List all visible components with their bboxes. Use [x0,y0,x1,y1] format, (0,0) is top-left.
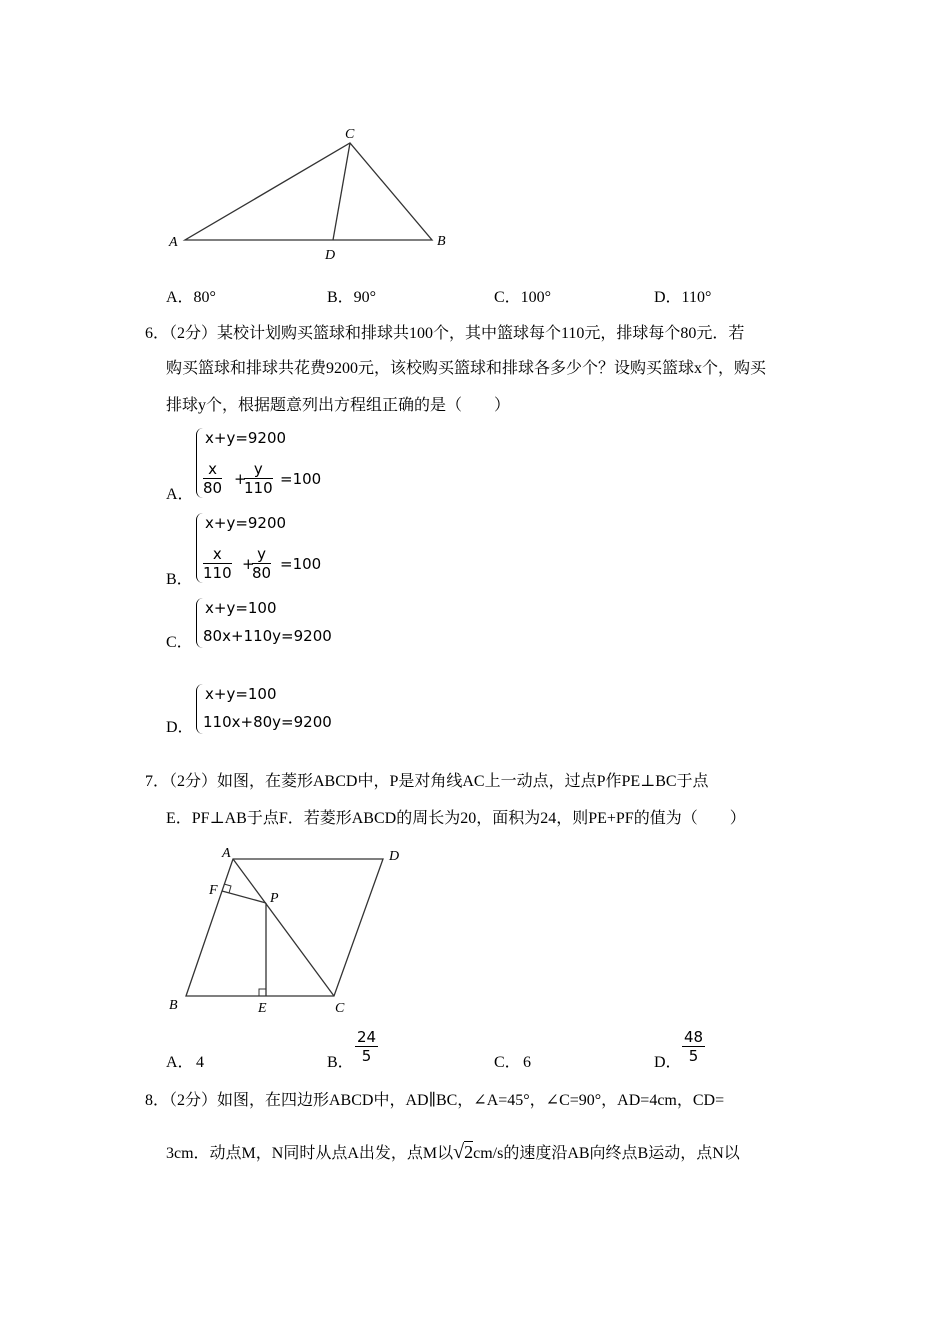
fraction-denominator: 110 [203,564,232,582]
plus: + [234,470,247,488]
q6-line: 6．（2分）某校计划购买篮球和排球共100个，其中篮球每个110元，排球每个80元．若 [145,325,745,342]
q5-option-d[interactable]: D．110° [654,289,712,306]
label-E: E [258,1001,267,1016]
option-letter: C． [166,634,193,651]
label-P: P [270,891,279,906]
q8-line [166,1142,740,1164]
fraction-denominator: 80 [252,564,272,582]
plus: + [242,555,255,573]
fraction-numerator: 24 [357,1028,377,1046]
fraction-denominator: 110 [244,479,273,497]
label-C: C [335,1001,345,1016]
equation-1: x+y=100 [205,685,277,703]
rhs: =100 [280,555,322,573]
q6-line: 购买篮球和排球共花费9200元，该校购买篮球和排球各多少个？设购买篮球x个，购买 [166,360,767,377]
fraction-denominator: 5 [688,1047,699,1065]
option-value: 4 [196,1054,204,1071]
sqrt-radicand: 2 [464,1142,474,1162]
label-A: A [222,846,231,861]
fraction-numerator: y [252,545,271,564]
equation-2: 80x+110y=9200 [203,627,332,645]
q8-line: 8．（2分）如图，在四边形ABCD中，AD∥BC，∠A=45°，∠C=90°，AD=4cm，CD= [145,1092,725,1109]
fraction-numerator: 48 [684,1028,704,1046]
label-A: A [169,235,178,250]
label-F: F [209,883,218,898]
q5-option-b[interactable]: B．90° [327,289,377,306]
option-letter: B． [327,1054,354,1071]
option-letter: D． [166,719,194,736]
option-letter: B． [166,571,193,588]
fraction-numerator: x [203,460,222,479]
label-D: D [325,248,336,263]
fraction-numerator: x [203,545,232,564]
q7-line: 7．（2分）如图，在菱形ABCD中，P是对角线AC上一动点，过点P作PE⊥BC于点 [145,773,709,790]
equation-1: x+y=9200 [205,514,287,532]
label-B: B [169,998,178,1013]
fraction-denominator: 5 [361,1047,372,1065]
option-letter: D． [654,1054,682,1071]
rhs: =100 [280,470,322,488]
q8-text: cm/s的速度沿AB向终点B运动，点N以 [473,1145,740,1162]
q6-line: 排球y个，根据题意列出方程组正确的是（ ） [166,397,511,414]
fraction-denominator: 80 [203,479,223,497]
label-C: C [345,127,355,142]
sqrt-symbol: √ [453,1141,465,1163]
option-letter: C． [494,1054,521,1071]
q7-line: E．PF⊥AB于点F．若菱形ABCD的周长为20，面积为24，则PE+PF的值为（ ） [166,810,746,827]
rhombus-figure [186,859,383,996]
q5-option-a[interactable]: A．80° [166,289,216,306]
fraction-numerator: y [244,460,273,479]
equation-1: x+y=9200 [205,429,287,447]
label-D: D [389,849,400,864]
label-B: B [437,234,446,249]
q5-option-c[interactable]: C．100° [494,289,552,306]
option-value: 6 [523,1054,531,1071]
q8-text: 3cm．动点M，N同时从点A出发，点M以 [166,1145,454,1162]
option-letter: A． [166,486,194,503]
triangle-figure [185,143,432,240]
option-letter: A． [166,1054,194,1071]
equation-2: 110x+80y=9200 [203,713,332,731]
equation-1: x+y=100 [205,599,277,617]
